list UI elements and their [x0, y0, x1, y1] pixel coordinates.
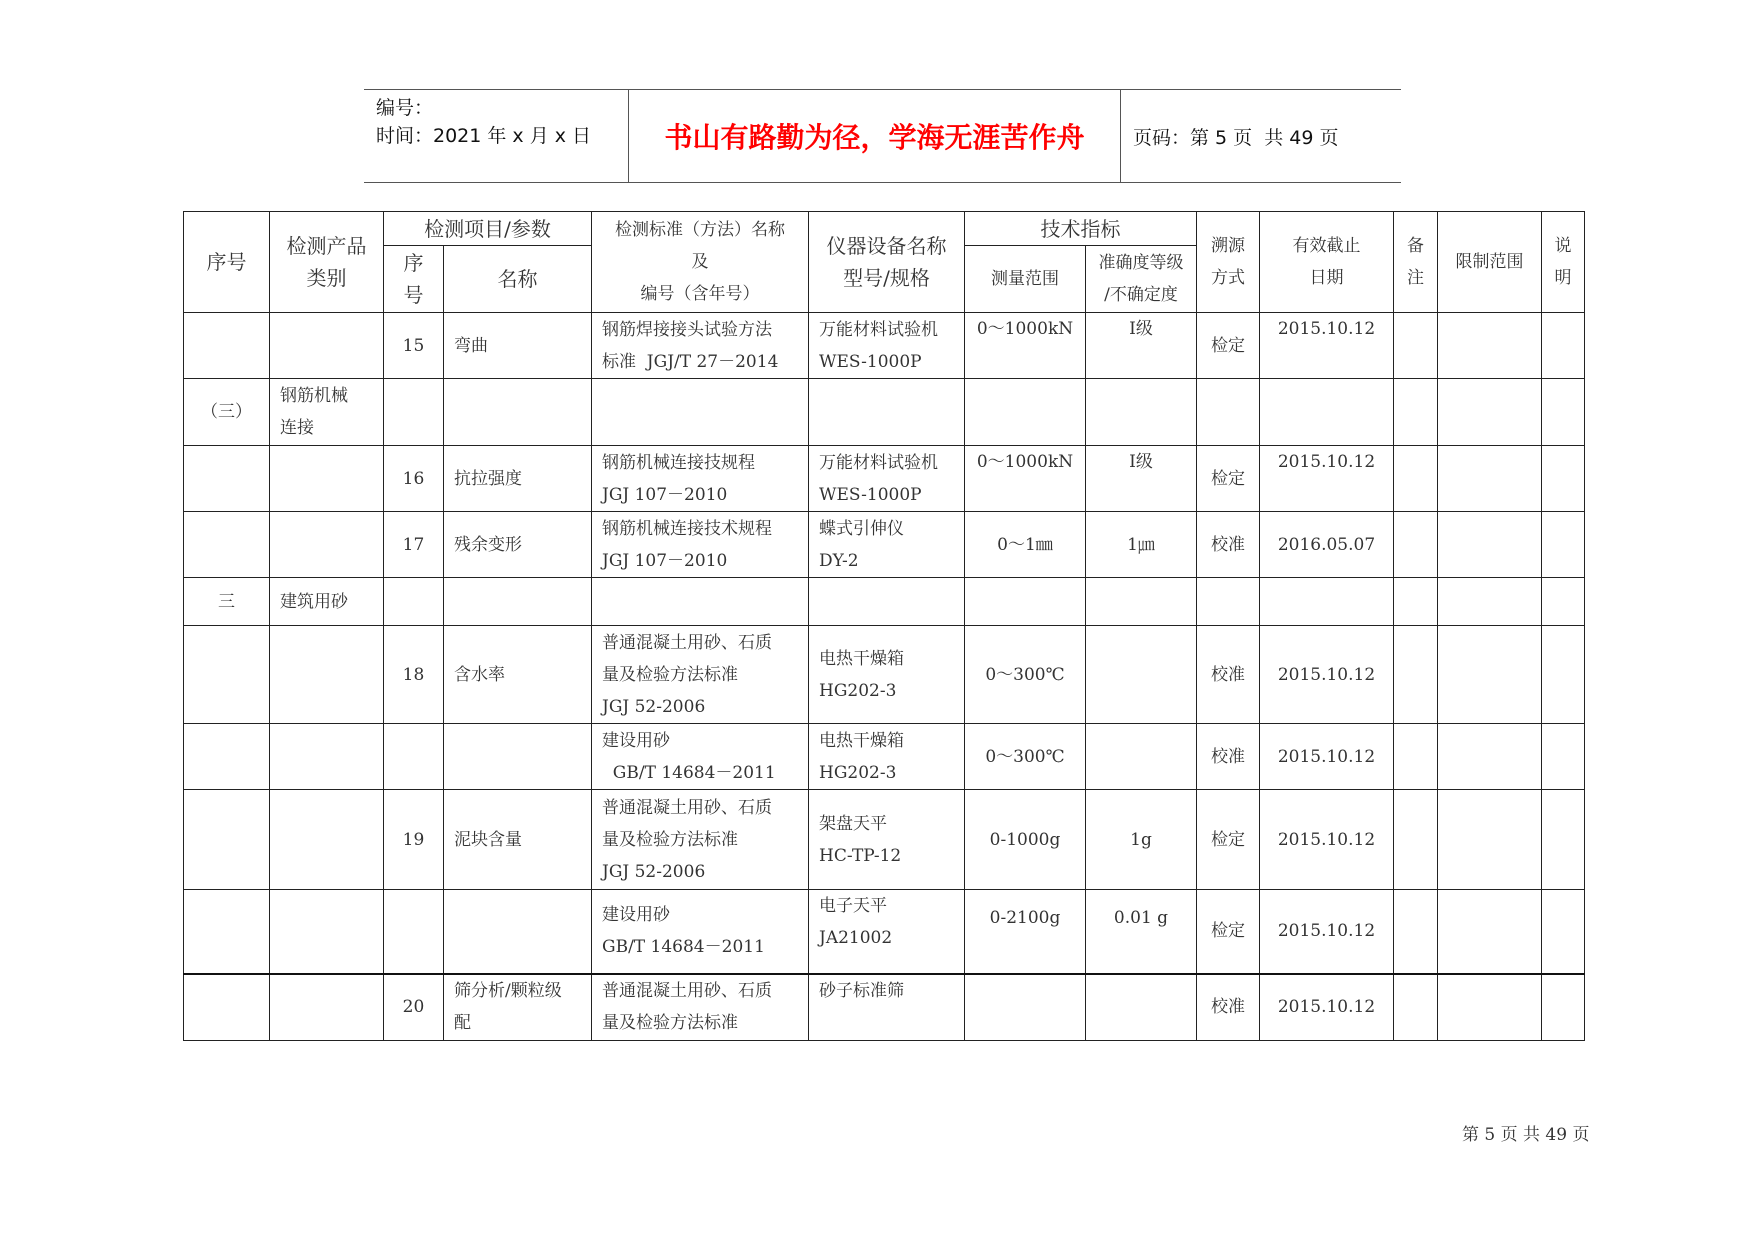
- cell-category: 钢筋机械 连接: [270, 379, 384, 446]
- cell-note: [1542, 446, 1585, 512]
- cell-accuracy: Ⅰ级: [1086, 446, 1197, 512]
- cell-standard: 钢筋机械连接技规程 JGJ 107－2010: [592, 446, 809, 512]
- cell-accuracy: [1086, 379, 1197, 446]
- cell-item-name: 含水率: [444, 626, 592, 724]
- header-instrument: 仪器设备名称 型号/规格: [809, 212, 965, 313]
- table-row: [184, 379, 1585, 446]
- cell-accuracy: [1086, 578, 1197, 626]
- cell-item-name: 泥块含量: [444, 790, 592, 890]
- cell-accuracy: 1㎛: [1086, 512, 1197, 578]
- cell-accuracy: 0.01 g: [1086, 890, 1197, 974]
- cell-note: [1542, 890, 1585, 974]
- cell-remark: [1394, 890, 1438, 974]
- header-item-name: 名称: [444, 246, 592, 313]
- number-label: 编号：: [376, 97, 434, 119]
- cell-standard: 普通混凝土用砂、石质 量及检验方法标准 JGJ 52-2006: [592, 626, 809, 724]
- cell-category: 建筑用砂: [270, 578, 384, 626]
- cell-category: [270, 890, 384, 974]
- cell-range: 0～300℃: [965, 626, 1086, 724]
- header-accuracy: 准确度等级 /不确定度: [1086, 246, 1197, 313]
- cell-trace: [1197, 379, 1260, 446]
- cell-standard: [592, 379, 809, 446]
- cell-deadline: 2015.10.12: [1260, 626, 1394, 724]
- cell-range: [965, 379, 1086, 446]
- cell-remark: [1394, 724, 1438, 790]
- cell-trace: 校准: [1197, 626, 1260, 724]
- cell-note: [1542, 724, 1585, 790]
- cell-instrument: 电热干燥箱 HG202-3: [809, 626, 965, 724]
- cell-note: [1542, 578, 1585, 626]
- cell-seq: [184, 446, 270, 512]
- cell-seq: [184, 890, 270, 974]
- cell-remark: [1394, 974, 1438, 1041]
- header-meta: [364, 90, 628, 182]
- cell-limit: [1438, 724, 1542, 790]
- document-header: [364, 89, 1401, 183]
- cell-standard: 钢筋焊接接头试验方法 标准 JGJ/T 27－2014: [592, 313, 809, 379]
- cell-seq: （三）: [184, 379, 270, 446]
- cell-seq: [184, 974, 270, 1041]
- table-row: [184, 446, 1585, 512]
- cell-range: [965, 578, 1086, 626]
- cell-accuracy: [1086, 626, 1197, 724]
- cell-range: 0～1000kN: [965, 446, 1086, 512]
- table-row: [184, 790, 1585, 890]
- cell-range: 0-2100g: [965, 890, 1086, 974]
- cell-instrument: 蝶式引伸仪 DY-2: [809, 512, 965, 578]
- cell-deadline: 2015.10.12: [1260, 446, 1394, 512]
- cell-limit: [1438, 578, 1542, 626]
- cell-remark: [1394, 790, 1438, 890]
- cell-limit: [1438, 446, 1542, 512]
- cell-accuracy: 1g: [1086, 790, 1197, 890]
- cell-limit: [1438, 313, 1542, 379]
- cell-standard: 普通混凝土用砂、石质 量及检验方法标准 JGJ 52-2006: [592, 790, 809, 890]
- cell-item-no: 17: [384, 512, 444, 578]
- cell-item-name: [444, 578, 592, 626]
- cell-instrument: [809, 578, 965, 626]
- cell-trace: 校准: [1197, 974, 1260, 1041]
- cell-limit: [1438, 974, 1542, 1041]
- cell-instrument: [809, 379, 965, 446]
- cell-category: [270, 790, 384, 890]
- cell-instrument: 砂子标准筛: [809, 974, 965, 1041]
- cell-remark: [1394, 626, 1438, 724]
- cell-item-no: 20: [384, 974, 444, 1041]
- cell-range: 0-1000g: [965, 790, 1086, 890]
- cell-instrument: 万能材料试验机 WES-1000P: [809, 313, 965, 379]
- cell-remark: [1394, 379, 1438, 446]
- header-item-seq: 序 号: [384, 246, 444, 313]
- cell-item-no: [384, 890, 444, 974]
- cell-trace: 检定: [1197, 790, 1260, 890]
- inspection-table: [183, 211, 1585, 1041]
- cell-range: 0～300℃: [965, 724, 1086, 790]
- header-remark: 备 注: [1394, 212, 1438, 313]
- cell-item-no: [384, 724, 444, 790]
- cell-remark: [1394, 578, 1438, 626]
- cell-limit: [1438, 790, 1542, 890]
- cell-item-name: [444, 724, 592, 790]
- cell-range: [965, 974, 1086, 1041]
- cell-standard: 建设用砂 GB/T 14684－2011: [592, 724, 809, 790]
- cell-range: 0～1㎜: [965, 512, 1086, 578]
- cell-item-name: 抗拉强度: [444, 446, 592, 512]
- cell-accuracy: [1086, 974, 1197, 1041]
- cell-standard: [592, 578, 809, 626]
- cell-deadline: [1260, 379, 1394, 446]
- cell-remark: [1394, 446, 1438, 512]
- cell-item-no: 18: [384, 626, 444, 724]
- cell-seq: [184, 724, 270, 790]
- cell-standard: 钢筋机械连接技术规程 JGJ 107－2010: [592, 512, 809, 578]
- cell-remark: [1394, 512, 1438, 578]
- page-code: [1121, 90, 1401, 182]
- cell-trace: 检定: [1197, 313, 1260, 379]
- cell-deadline: 2015.10.12: [1260, 890, 1394, 974]
- cell-standard: 建设用砂 GB/T 14684－2011: [592, 890, 809, 974]
- table-row: [184, 313, 1585, 379]
- cell-limit: [1438, 379, 1542, 446]
- cell-item-name: 弯曲: [444, 313, 592, 379]
- cell-item-no: 15: [384, 313, 444, 379]
- table-row: [184, 974, 1585, 1041]
- cell-deadline: 2015.10.12: [1260, 724, 1394, 790]
- cell-deadline: 2015.10.12: [1260, 790, 1394, 890]
- cell-seq: [184, 313, 270, 379]
- cell-range: 0～1000kN: [965, 313, 1086, 379]
- cell-item-no: 19: [384, 790, 444, 890]
- cell-category: [270, 512, 384, 578]
- cell-category: [270, 313, 384, 379]
- cell-accuracy: [1086, 724, 1197, 790]
- header-category: 检测产品 类别: [270, 212, 384, 313]
- table-row: [184, 578, 1585, 626]
- cell-instrument: 电热干燥箱 HG202-3: [809, 724, 965, 790]
- cell-trace: 检定: [1197, 890, 1260, 974]
- cell-note: [1542, 512, 1585, 578]
- cell-instrument: 电子天平 JA21002: [809, 890, 965, 974]
- cell-limit: [1438, 512, 1542, 578]
- header-tech: 技术指标: [965, 212, 1197, 246]
- cell-item-name: [444, 890, 592, 974]
- cell-seq: [184, 626, 270, 724]
- header-standard: 检测标准（方法）名称 及 编号（含年号）: [592, 212, 809, 313]
- cell-trace: 检定: [1197, 446, 1260, 512]
- cell-note: [1542, 313, 1585, 379]
- cell-note: [1542, 790, 1585, 890]
- header-limit: 限制范围: [1438, 212, 1542, 313]
- cell-item-name: [444, 379, 592, 446]
- cell-limit: [1438, 626, 1542, 724]
- cell-item-no: 16: [384, 446, 444, 512]
- cell-deadline: [1260, 578, 1394, 626]
- cell-category: [270, 446, 384, 512]
- table-row: [184, 512, 1585, 578]
- cell-item-no: [384, 379, 444, 446]
- cell-trace: 校准: [1197, 724, 1260, 790]
- cell-seq: [184, 512, 270, 578]
- cell-note: [1542, 626, 1585, 724]
- page-code-text: 页码：第 5 页 共 49 页: [1133, 126, 1339, 149]
- cell-deadline: 2015.10.12: [1260, 313, 1394, 379]
- cell-category: [270, 974, 384, 1041]
- cell-note: [1542, 974, 1585, 1041]
- table-row: [184, 724, 1585, 790]
- cell-standard: 普通混凝土用砂、石质 量及检验方法标准: [592, 974, 809, 1041]
- cell-seq: 三: [184, 578, 270, 626]
- cell-item-no: [384, 578, 444, 626]
- table-row: [184, 890, 1585, 974]
- table-header-row: [184, 212, 1585, 246]
- cell-limit: [1438, 890, 1542, 974]
- cell-note: [1542, 379, 1585, 446]
- header-item-param: 检测项目/参数: [384, 212, 592, 246]
- cell-category: [270, 724, 384, 790]
- cell-instrument: 万能材料试验机 WES-1000P: [809, 446, 965, 512]
- table-row: [184, 626, 1585, 724]
- header-seq: 序号: [184, 212, 270, 313]
- cell-seq: [184, 790, 270, 890]
- header-trace: 溯源 方式: [1197, 212, 1260, 313]
- cell-trace: [1197, 578, 1260, 626]
- header-deadline: 有效截止 日期: [1260, 212, 1394, 313]
- cell-item-name: 筛分析/颗粒级 配: [444, 974, 592, 1041]
- cell-remark: [1394, 313, 1438, 379]
- cell-category: [270, 626, 384, 724]
- cell-deadline: 2016.05.07: [1260, 512, 1394, 578]
- time-label: 时间：2021 年 x 月 x 日: [376, 125, 592, 147]
- cell-item-name: 残余变形: [444, 512, 592, 578]
- cell-deadline: 2015.10.12: [1260, 974, 1394, 1041]
- motto: 书山有路勤为径，学海无涯苦作舟: [628, 90, 1121, 182]
- cell-accuracy: Ⅰ级: [1086, 313, 1197, 379]
- page-footer: 第 5 页 共 49 页: [1462, 1125, 1590, 1145]
- header-range: 测量范围: [965, 246, 1086, 313]
- header-note: 说 明: [1542, 212, 1585, 313]
- cell-instrument: 架盘天平 HC-TP-12: [809, 790, 965, 890]
- cell-trace: 校准: [1197, 512, 1260, 578]
